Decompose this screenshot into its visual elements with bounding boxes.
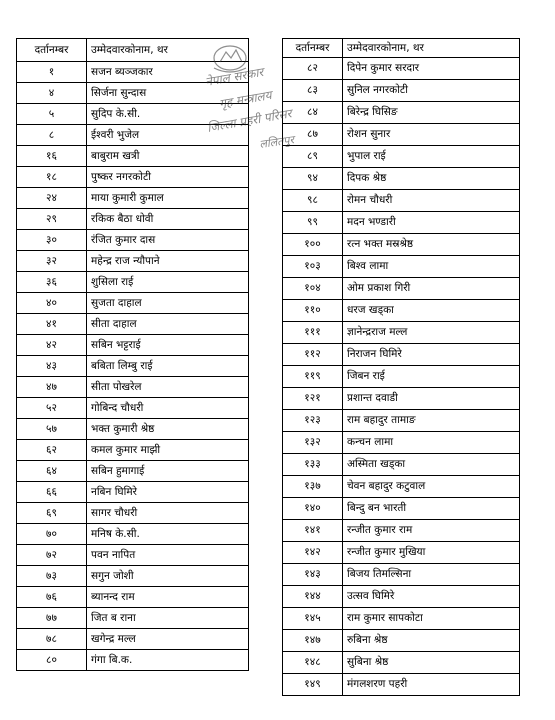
- registration-number: १४१: [283, 520, 343, 542]
- table-row: [283, 102, 520, 124]
- header-candidate-name: उम्मेदवारकोनाम, थर: [343, 39, 520, 58]
- registration-number: ८२: [283, 58, 343, 80]
- candidate-name: दिपेन कुमार सरदार: [343, 58, 520, 80]
- table-row: [283, 454, 520, 476]
- registration-number: ४७: [17, 377, 87, 398]
- registration-number: १०३: [283, 256, 343, 278]
- candidate-name: राम बहादुर तामाङ: [343, 410, 520, 432]
- registration-number: ८९: [283, 146, 343, 168]
- registration-number: ७८: [17, 629, 87, 650]
- table-row: [17, 608, 249, 629]
- registration-number: १४८: [283, 652, 343, 674]
- table-row: [17, 566, 249, 587]
- registration-number: ११९: [283, 366, 343, 388]
- table-row: [283, 608, 520, 630]
- candidate-name: भुपाल राई: [343, 146, 520, 168]
- candidate-name: सुदिप के.सी.: [87, 104, 249, 125]
- registration-number: ४१: [17, 314, 87, 335]
- candidate-name: उत्सव घिमिरे: [343, 586, 520, 608]
- candidate-name: सीता दाहाल: [87, 314, 249, 335]
- stamp-line-3: जिल्ला प्रहरी परिसर: [206, 106, 293, 135]
- candidate-name: माया कुमारी कुमाल: [87, 188, 249, 209]
- candidate-name: ब्यानन्द राम: [87, 587, 249, 608]
- candidate-name: रत्न भक्त मस्रश्रेष्ठ: [343, 234, 520, 256]
- table-row: [17, 188, 249, 209]
- table-row: [17, 461, 249, 482]
- candidate-name: मंगलशरण पहरी: [343, 674, 520, 696]
- candidate-name: बिन्दु बन भारती: [343, 498, 520, 520]
- registration-number: १३७: [283, 476, 343, 498]
- table-row: [17, 62, 249, 83]
- table-row: [283, 652, 520, 674]
- candidate-name: जिबन राई: [343, 366, 520, 388]
- table-row: [17, 545, 249, 566]
- candidate-name: रोशन सुनार: [343, 124, 520, 146]
- registration-number: १४४: [283, 586, 343, 608]
- candidate-name: रन्जीत कुमार राम: [343, 520, 520, 542]
- candidate-name: गंगा बि.क.: [87, 650, 249, 671]
- table-row: [17, 629, 249, 650]
- candidate-name: दिपक श्रेष्ठ: [343, 168, 520, 190]
- registration-number: ६६: [17, 482, 87, 503]
- table-row: [283, 58, 520, 80]
- header-registration-number: दर्तानम्बर: [17, 39, 87, 62]
- candidate-table-right: [282, 38, 520, 696]
- table-row: [283, 674, 520, 696]
- candidate-name: शुसिला राई: [87, 272, 249, 293]
- table-row: [283, 190, 520, 212]
- table-row: [17, 251, 249, 272]
- candidate-name: सिर्जना सुन्दास: [87, 83, 249, 104]
- candidate-name: मनिष के.सी.: [87, 524, 249, 545]
- registration-number: ७३: [17, 566, 87, 587]
- candidate-name: ईश्वरी भुजेल: [87, 125, 249, 146]
- registration-number: १११: [283, 322, 343, 344]
- candidate-name: सबिन भट्टराई: [87, 335, 249, 356]
- registration-number: ५: [17, 104, 87, 125]
- candidate-name: सुबिना श्रेष्ठ: [343, 652, 520, 674]
- candidate-name: धरज खड्का: [343, 300, 520, 322]
- registration-number: ४०: [17, 293, 87, 314]
- candidate-name: गोबिन्द चौधरी: [87, 398, 249, 419]
- table-row: [17, 503, 249, 524]
- registration-number: ८३: [283, 80, 343, 102]
- candidate-name: रन्जीत कुमार मुखिया: [343, 542, 520, 564]
- stamp-line-1: नेपाल सरकार: [204, 64, 265, 89]
- candidate-name: रोमन चौधरी: [343, 190, 520, 212]
- registration-number: १४९: [283, 674, 343, 696]
- candidate-name: मदन भण्डारी: [343, 212, 520, 234]
- registration-number: ५२: [17, 398, 87, 419]
- table-row: [283, 168, 520, 190]
- candidate-name: बबिता लिम्बु राई: [87, 356, 249, 377]
- registration-number: ९८: [283, 190, 343, 212]
- candidate-name: सजन ब्यञ्जकार: [87, 62, 249, 83]
- candidate-name: निराजन घिमिरे: [343, 344, 520, 366]
- table-row: [283, 278, 520, 300]
- registration-number: १४७: [283, 630, 343, 652]
- registration-number: ६९: [17, 503, 87, 524]
- registration-number: ८०: [17, 650, 87, 671]
- candidate-name: सुजता दाहाल: [87, 293, 249, 314]
- table-row: [17, 356, 249, 377]
- candidate-name: सुनिल नगरकोटी: [343, 80, 520, 102]
- registration-number: १२३: [283, 410, 343, 432]
- registration-number: ४: [17, 83, 87, 104]
- table-row: [17, 587, 249, 608]
- registration-number: २४: [17, 188, 87, 209]
- candidate-table-left: [16, 38, 249, 671]
- candidate-name: सीता पोखरेल: [87, 377, 249, 398]
- table-row: [17, 419, 249, 440]
- table-row: [283, 388, 520, 410]
- candidate-name: सबिन हुमागाई: [87, 461, 249, 482]
- registration-number: ११२: [283, 344, 343, 366]
- registration-number: ६४: [17, 461, 87, 482]
- table-row: [283, 124, 520, 146]
- candidate-name: महेन्द्र राज न्यौपाने: [87, 251, 249, 272]
- table-row: [283, 300, 520, 322]
- table-row: [283, 586, 520, 608]
- candidate-name: नबिन घिमिरे: [87, 482, 249, 503]
- registration-number: ८: [17, 125, 87, 146]
- table-row: [17, 440, 249, 461]
- table-row: [17, 377, 249, 398]
- table-row: [17, 146, 249, 167]
- registration-number: ४३: [17, 356, 87, 377]
- registration-number: ३२: [17, 251, 87, 272]
- registration-number: ७२: [17, 545, 87, 566]
- candidate-name: बिरेन्द्र घिसिङ: [343, 102, 520, 124]
- registration-number: १०४: [283, 278, 343, 300]
- table-row: [17, 314, 249, 335]
- candidate-name: जित ब राना: [87, 608, 249, 629]
- candidate-name: कन्चन लामा: [343, 432, 520, 454]
- candidate-name: पवन नापित: [87, 545, 249, 566]
- registration-number: १००: [283, 234, 343, 256]
- registration-number: १६: [17, 146, 87, 167]
- table-row: [17, 482, 249, 503]
- table-row: [17, 293, 249, 314]
- table-row: [17, 272, 249, 293]
- registration-number: ७६: [17, 587, 87, 608]
- candidate-name: राम कुमार सापकोटा: [343, 608, 520, 630]
- table-row: [17, 104, 249, 125]
- table-row: [17, 125, 249, 146]
- registration-number: ५७: [17, 419, 87, 440]
- candidate-name: सगुन जोशी: [87, 566, 249, 587]
- table-row: [283, 234, 520, 256]
- table-row: [283, 344, 520, 366]
- registration-number: ११०: [283, 300, 343, 322]
- table-row: [283, 476, 520, 498]
- table-row: [17, 167, 249, 188]
- registration-number: १४०: [283, 498, 343, 520]
- registration-number: ९९: [283, 212, 343, 234]
- header-registration-number: दर्तानम्बर: [283, 39, 343, 58]
- table-row: [283, 410, 520, 432]
- candidate-name: ओम प्रकाश गिरी: [343, 278, 520, 300]
- header-candidate-name: उम्मेदवारकोनाम, थर: [87, 39, 249, 62]
- table-row: [283, 80, 520, 102]
- candidate-name: चेवन बहादुर कटुवाल: [343, 476, 520, 498]
- table-row: [17, 209, 249, 230]
- registration-number: ६२: [17, 440, 87, 461]
- stamp-line-2: गृह मन्त्रालय: [218, 87, 273, 111]
- candidate-name: सागर चौधरी: [87, 503, 249, 524]
- candidate-name: रंजित कुमार दास: [87, 230, 249, 251]
- table-row: [17, 230, 249, 251]
- table-row: [283, 212, 520, 234]
- registration-number: १: [17, 62, 87, 83]
- registration-number: ८४: [283, 102, 343, 124]
- table-row: [283, 366, 520, 388]
- registration-number: १८: [17, 167, 87, 188]
- registration-number: १४५: [283, 608, 343, 630]
- registration-number: ८७: [283, 124, 343, 146]
- candidate-name: खगेन्द्र मल्ल: [87, 629, 249, 650]
- table-row: [17, 650, 249, 671]
- registration-number: १४३: [283, 564, 343, 586]
- candidate-name: बिजय तिमल्सिना: [343, 564, 520, 586]
- table-row: [17, 398, 249, 419]
- registration-number: १३३: [283, 454, 343, 476]
- table-header: [283, 39, 520, 58]
- candidate-name: बाबुराम खत्री: [87, 146, 249, 167]
- stamp-line-4: ललितपुर: [258, 133, 295, 151]
- table-row: [283, 542, 520, 564]
- candidate-name: रुबिना श्रेष्ठ: [343, 630, 520, 652]
- table-row: [17, 83, 249, 104]
- registration-number: ३०: [17, 230, 87, 251]
- registration-number: ९४: [283, 168, 343, 190]
- registration-number: १४२: [283, 542, 343, 564]
- table-row: [17, 524, 249, 545]
- candidate-name: ज्ञानेन्द्रराज मल्ल: [343, 322, 520, 344]
- registration-number: १३२: [283, 432, 343, 454]
- candidate-name: रकिक बैठा धोवी: [87, 209, 249, 230]
- candidate-name: कमल कुमार माझी: [87, 440, 249, 461]
- table-row: [283, 520, 520, 542]
- table-row: [283, 256, 520, 278]
- registration-number: ७०: [17, 524, 87, 545]
- table-row: [283, 564, 520, 586]
- table-row: [283, 146, 520, 168]
- table-row: [283, 498, 520, 520]
- candidate-name: भक्त कुमारी श्रेष्ठ: [87, 419, 249, 440]
- table-row: [17, 335, 249, 356]
- table-row: [283, 432, 520, 454]
- candidate-name: बिश्व लामा: [343, 256, 520, 278]
- table-row: [283, 630, 520, 652]
- table-header: [17, 39, 249, 62]
- registration-number: ४२: [17, 335, 87, 356]
- registration-number: ७७: [17, 608, 87, 629]
- registration-number: २९: [17, 209, 87, 230]
- candidate-name: प्रशान्त दवाडी: [343, 388, 520, 410]
- candidate-name: पुष्कर नगरकोटी: [87, 167, 249, 188]
- registration-number: ३६: [17, 272, 87, 293]
- table-row: [283, 322, 520, 344]
- candidate-name: अस्मिता खड्का: [343, 454, 520, 476]
- registration-number: १२१: [283, 388, 343, 410]
